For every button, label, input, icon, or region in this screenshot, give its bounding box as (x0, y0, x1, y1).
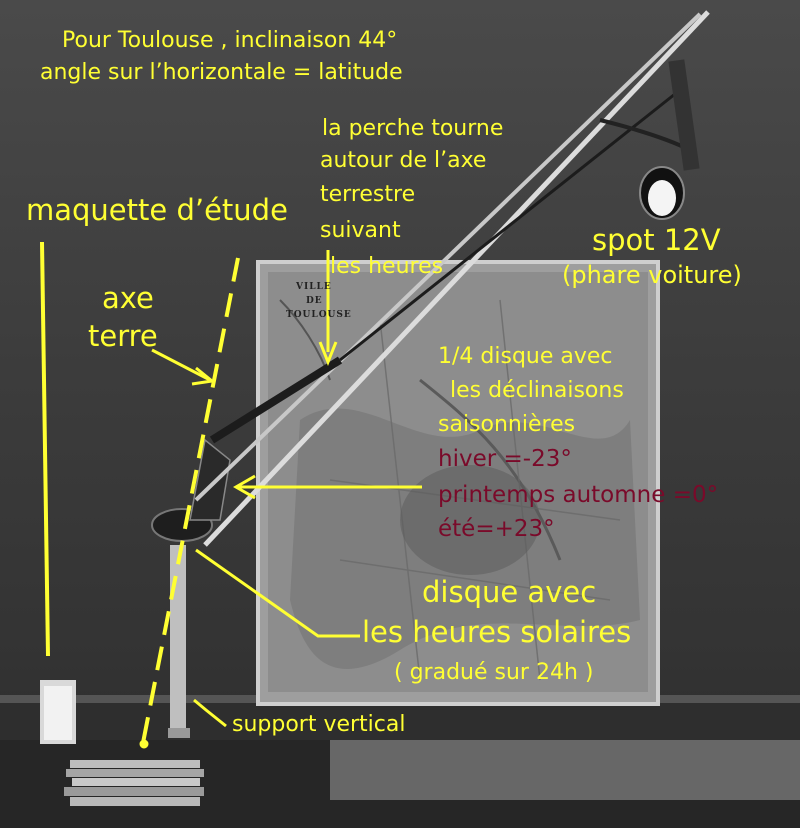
perche-line-3: terrestre (320, 182, 416, 207)
quarter-disk-line-1: 1/4 disque avec (438, 344, 613, 369)
printemps-label: printemps automne =0° (438, 482, 719, 508)
book-stack (64, 760, 204, 806)
title-line-1: Pour Toulouse , inclinaison 44° (62, 28, 398, 53)
perche-line-5: les heures (330, 254, 444, 279)
hour-disk-line-1: disque avec (422, 575, 597, 609)
ete-label: été=+23° (438, 516, 555, 542)
title-line-2: angle sur l’horizontale = latitude (40, 60, 403, 85)
vertical-reference-line (42, 242, 48, 656)
map-title-de: DE (306, 296, 323, 306)
terre-label: terre (88, 319, 158, 353)
support-label: support vertical (232, 712, 406, 737)
axis-arrow-line (152, 350, 210, 380)
map-title-ville: VILLE (296, 282, 332, 292)
spot-label: spot 12V (592, 223, 721, 257)
vertical-support (170, 545, 186, 735)
quarter-disk-line-2: les déclinaisons (450, 378, 624, 403)
perche-line-1: la perche tourne (322, 116, 504, 141)
perche-line-2: autour de l’axe (320, 148, 487, 173)
gradue-label: ( gradué sur 24h ) (394, 660, 594, 685)
phare-label: (phare voiture) (562, 261, 742, 289)
hiver-label: hiver =-23° (438, 446, 572, 472)
axe-label: axe (102, 281, 154, 315)
quarter-disk-line-3: saisonnières (438, 412, 576, 437)
study-model-glow (44, 686, 72, 740)
perche-line-4: suivant (320, 218, 401, 243)
paper-sheet (330, 740, 800, 800)
maquette-label: maquette d’étude (26, 193, 288, 227)
hour-disk-line-2: les heures solaires (362, 615, 632, 649)
map-title-toulouse: TOULOUSE (286, 310, 352, 320)
